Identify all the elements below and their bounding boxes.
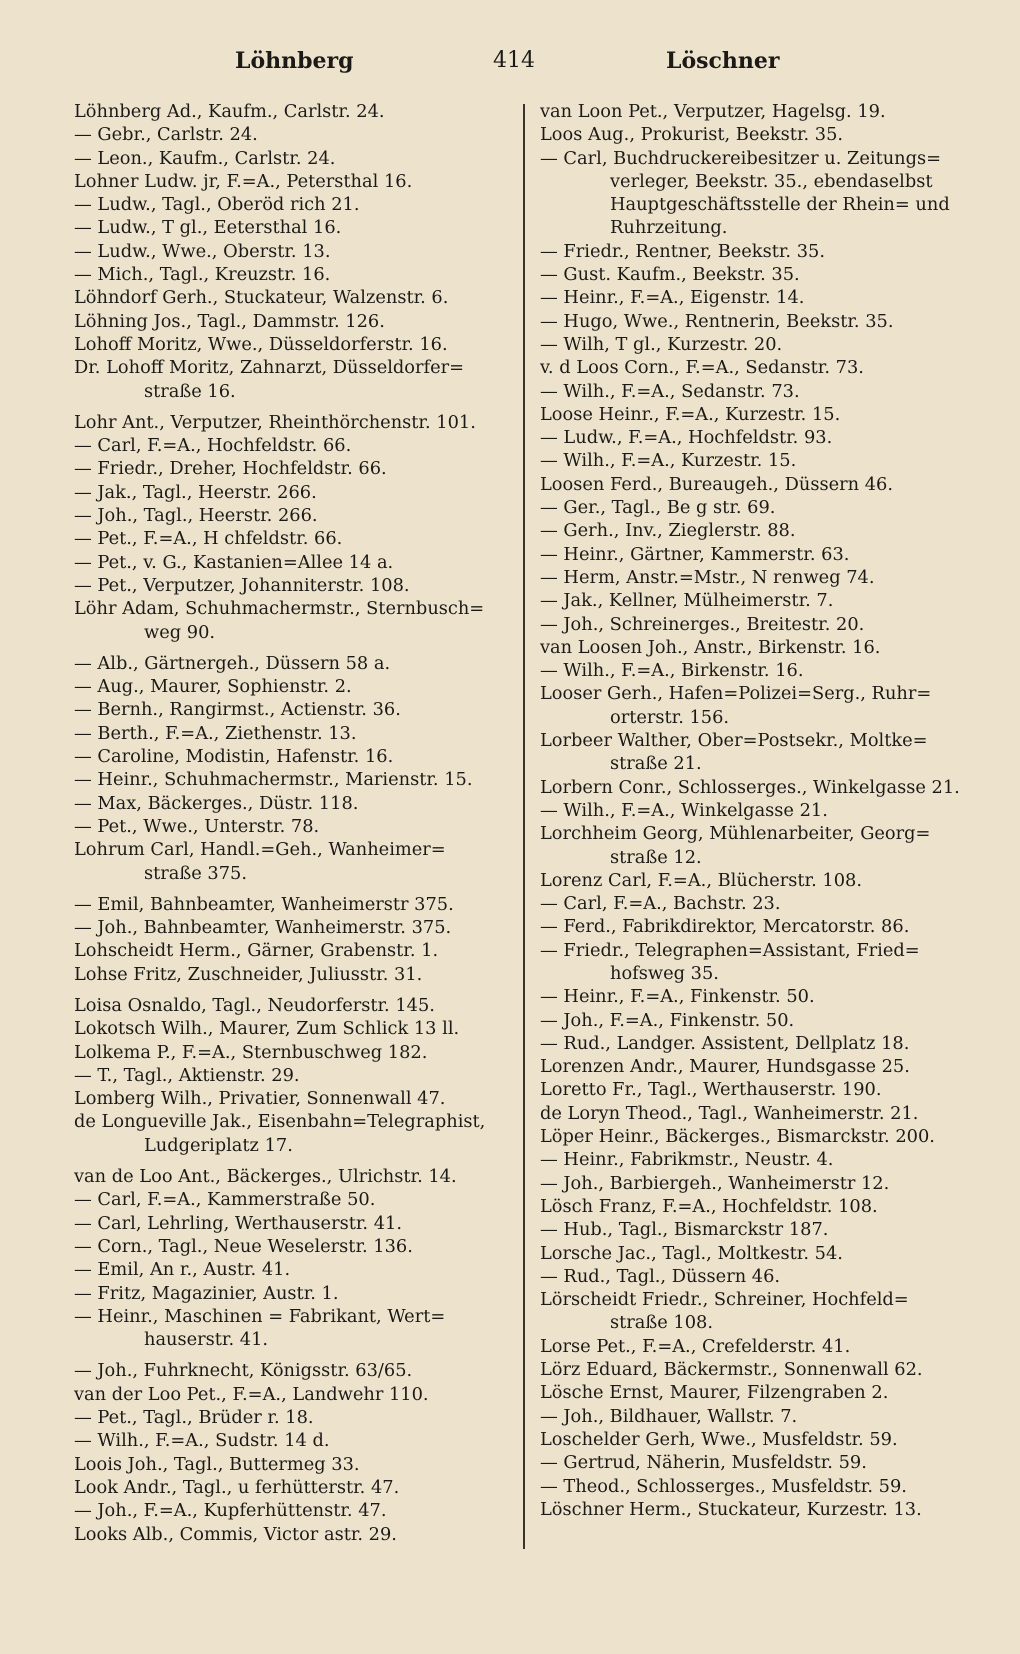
entry-line: — Wilh, T gl., Kurzestr. 20.	[540, 333, 783, 355]
directory-entry	[74, 286, 510, 309]
header-left-keyword: Löhnberg	[235, 48, 354, 74]
entry-continuation: Hauptgeschäftsstelle der Rhein= und	[610, 194, 950, 216]
directory-entry	[540, 1381, 980, 1404]
entry-line: Lösch Franz, F.=A., Hochfeldstr. 108.	[540, 1195, 878, 1217]
directory-entry	[74, 100, 510, 123]
entry-line: — Jak., Tagl., Heerstr. 266.	[74, 481, 317, 503]
directory-entry	[540, 1498, 980, 1521]
entry-line: — Friedr., Telegraphen=Assistant, Fried=	[540, 939, 920, 961]
entry-line: Loretto Fr., Tagl., Werthauserstr. 190.	[540, 1079, 882, 1101]
entry-line: Lorbern Conr., Schlosserges., Winkelgasse 21.	[540, 776, 960, 798]
entry-line: van Loon Pet., Verputzer, Hagelsg. 19.	[540, 101, 886, 122]
directory-entry	[540, 939, 980, 986]
entry-line: — Alb., Gärtnergeh., Düssern 58 a.	[74, 652, 391, 674]
entry-line: Lorsche Jac., Tagl., Moltkestr. 54.	[540, 1242, 843, 1264]
directory-entry	[540, 1125, 980, 1148]
entry-line: — Gerh., Inv., Zieglerstr. 88.	[540, 520, 796, 542]
entry-spacer	[74, 885, 510, 893]
directory-entry	[540, 1172, 980, 1195]
entry-line: Lorenz Carl, F.=A., Blücherstr. 108.	[540, 869, 862, 891]
entry-line: Lorenzen Andr., Maurer, Hundsgasse 25.	[540, 1056, 910, 1078]
entry-line: Löschner Herm., Stuckateur, Kurzestr. 13.	[540, 1498, 922, 1520]
directory-entry	[74, 1383, 510, 1406]
directory-entry	[74, 916, 510, 939]
entry-line: — Gust. Kaufm., Beekstr. 35.	[540, 264, 800, 286]
entry-line: — Max, Bäckerges., Düstr. 118.	[74, 792, 359, 814]
entry-line: Dr. Lohoff Moritz, Zahnarzt, Düsseldorfer=	[74, 357, 465, 379]
entry-line: — Theod., Schlosserges., Musfeldstr. 59.	[540, 1475, 907, 1497]
entry-continuation: hofsweg 35.	[610, 962, 719, 984]
entry-line: — Heinr., Gärtner, Kammerstr. 63.	[540, 543, 850, 565]
entry-line: Loisa Osnaldo, Tagl., Neudorferstr. 145.	[74, 994, 435, 1016]
entry-continuation: orterstr. 156.	[610, 706, 730, 728]
entry-line: — Joh., Tagl., Heerstr. 266.	[74, 505, 318, 527]
directory-entry	[74, 1087, 510, 1110]
directory-entry	[540, 147, 980, 240]
entry-line: — Jak., Kellner, Mülheimerstr. 7.	[540, 590, 834, 612]
entry-line: — Wilh., F.=A., Kurzestr. 15.	[540, 450, 797, 472]
directory-entry	[74, 745, 510, 768]
entry-line: — Ludw., Tagl., Oberöd rich 21.	[74, 194, 360, 216]
entry-line: — Aug., Maurer, Sophienstr. 2.	[74, 676, 352, 698]
entry-line: — Heinr., Maschinen = Fabrikant, Wert=	[74, 1305, 446, 1327]
directory-entry	[74, 838, 510, 885]
entry-line: — Heinr., Schuhmachermstr., Marienstr. 15.	[74, 769, 473, 791]
column-divider	[523, 104, 525, 1549]
directory-entry	[540, 729, 980, 776]
directory-entry	[540, 286, 980, 309]
directory-entry	[540, 776, 980, 799]
entry-line: — Joh., F.=A., Kupferhüttenstr. 47.	[74, 1500, 387, 1522]
directory-entry	[74, 1212, 510, 1235]
directory-entry	[540, 473, 980, 496]
directory-entry	[74, 1406, 510, 1429]
directory-entry	[74, 216, 510, 239]
entry-continuation: straße 21.	[610, 753, 702, 775]
directory-entry	[540, 566, 980, 589]
directory-entry	[540, 1148, 980, 1171]
entry-line: van der Loo Pet., F.=A., Landwehr 110.	[74, 1383, 429, 1405]
directory-entry	[540, 659, 980, 682]
entry-line: — Friedr., Dreher, Hochfeldstr. 66.	[74, 458, 387, 480]
entry-line: Lokotsch Wilh., Maurer, Zum Schlick 13 ll.	[74, 1018, 460, 1040]
entry-continuation: straße 12.	[610, 846, 702, 868]
entry-line: — Heinr., F.=A., Finkenstr. 50.	[540, 986, 815, 1008]
left-column	[74, 100, 510, 1546]
page-number: 414	[493, 48, 535, 73]
directory-entry	[74, 994, 510, 1017]
entry-line: — Heinr., Fabrikmstr., Neustr. 4.	[540, 1149, 834, 1171]
entry-line: v. d Loos Corn., F.=A., Sedanstr. 73.	[540, 357, 864, 379]
entry-line: Lorchheim Georg, Mühlenarbeiter, Georg=	[540, 823, 931, 845]
entry-line: — Ludw., F.=A., Hochfeldstr. 93.	[540, 427, 833, 449]
entry-line: — Rud., Landger. Assistent, Dellplatz 18.	[540, 1032, 910, 1054]
directory-entry	[540, 1265, 980, 1288]
entry-line: — Corn., Tagl., Neue Weselerstr. 136.	[74, 1235, 413, 1257]
header-right-keyword: Löschner	[666, 48, 780, 74]
entry-line: Löhning Jos., Tagl., Dammstr. 126.	[74, 310, 385, 332]
directory-entry	[74, 893, 510, 916]
directory-entry	[540, 1428, 980, 1451]
entry-line: — Joh., Fuhrknecht, Königsstr. 63/65.	[74, 1360, 413, 1382]
directory-entry	[540, 403, 980, 426]
right-column	[540, 100, 980, 1521]
entry-line: — Fritz, Magazinier, Austr. 1.	[74, 1282, 339, 1304]
entry-line: van de Loo Ant., Bäckerges., Ulrichstr. 14.	[74, 1166, 457, 1188]
entry-line: Lösche Ernst, Maurer, Filzengraben 2.	[540, 1382, 889, 1404]
entry-line: Lohse Fritz, Zuschneider, Juliusstr. 31.	[74, 963, 423, 985]
entry-line: Löhr Adam, Schuhmachermstr., Sternbusch=	[74, 598, 485, 620]
entry-line: — Pet., v. G., Kastanien=Allee 14 a.	[74, 551, 394, 573]
directory-entry	[540, 1451, 980, 1474]
entry-continuation: straße 375.	[144, 862, 248, 884]
directory-entry	[74, 1165, 510, 1188]
entry-line: — Emil, Bahnbeamter, Wanheimerstr 375.	[74, 893, 454, 915]
entry-line: — Pet., Wwe., Unterstr. 78.	[74, 815, 320, 837]
directory-entry	[74, 1110, 510, 1157]
directory-entry	[74, 1476, 510, 1499]
entry-line: Lörscheidt Friedr., Schreiner, Hochfeld=	[540, 1289, 909, 1311]
directory-entry	[540, 1405, 980, 1428]
directory-entry	[74, 310, 510, 333]
entry-line: Look Andr., Tagl., u ferhütterstr. 47.	[74, 1476, 400, 1498]
directory-entry	[74, 333, 510, 356]
directory-entry	[540, 1055, 980, 1078]
directory-entry	[74, 263, 510, 286]
directory-entry	[74, 170, 510, 193]
directory-entry	[74, 1064, 510, 1087]
entry-continuation: hauserstr. 41.	[144, 1329, 269, 1351]
entry-line: Loose Heinr., F.=A., Kurzestr. 15.	[540, 403, 841, 425]
directory-entry	[540, 426, 980, 449]
entry-line: — Joh., Barbiergeh., Wanheimerstr 12.	[540, 1172, 890, 1194]
directory-entry	[540, 682, 980, 729]
directory-entry	[74, 411, 510, 434]
entry-spacer	[74, 644, 510, 652]
entry-line: — Pet., Tagl., Brüder r. 18.	[74, 1407, 314, 1429]
entry-line: — Wilh., F.=A., Winkelgasse 21.	[540, 799, 828, 821]
entry-line: Loschelder Gerh, Wwe., Musfeldstr. 59.	[540, 1428, 898, 1450]
directory-entry	[540, 1475, 980, 1498]
entry-line: Loosen Ferd., Bureaugeh., Düssern 46.	[540, 473, 893, 495]
entry-line: — Carl, F.=A., Kammerstraße 50.	[74, 1189, 376, 1211]
directory-entry	[74, 1359, 510, 1382]
entry-line: Loos Aug., Prokurist, Beekstr. 35.	[540, 124, 844, 146]
entry-line: — Berth., F.=A., Ziethenstr. 13.	[74, 722, 357, 744]
directory-entry	[540, 1032, 980, 1055]
entry-line: — Carl, F.=A., Hochfeldstr. 66.	[74, 435, 352, 457]
directory-entry	[74, 652, 510, 675]
directory-entry	[74, 1282, 510, 1305]
directory-entry	[540, 380, 980, 403]
directory-entry	[74, 1305, 510, 1352]
directory-entry	[540, 822, 980, 869]
entry-line: — Joh., F.=A., Finkenstr. 50.	[540, 1009, 795, 1031]
entry-line: Lomberg Wilh., Privatier, Sonnenwall 47.	[74, 1088, 446, 1110]
entry-line: Lohr Ant., Verputzer, Rheinthörchenstr. 101.	[74, 411, 476, 433]
directory-entry	[540, 1242, 980, 1265]
entry-line: Lohoff Moritz, Wwe., Düsseldorferstr. 16.	[74, 333, 448, 355]
entry-line: — Wilh., F.=A., Sudstr. 14 d.	[74, 1430, 330, 1452]
directory-entry	[74, 356, 510, 403]
directory-entry	[540, 869, 980, 892]
directory-entry	[540, 1335, 980, 1358]
entry-line: — T., Tagl., Aktienstr. 29.	[74, 1064, 300, 1086]
directory-entry	[74, 792, 510, 815]
entry-line: — Leon., Kaufm., Carlstr. 24.	[74, 147, 336, 169]
entry-continuation: straße 16.	[144, 380, 236, 402]
entry-line: — Ludw., T gl., Eetersthal 16.	[74, 217, 342, 239]
directory-entry	[74, 675, 510, 698]
entry-line: — Joh., Bahnbeamter, Wanheimerstr. 375.	[74, 917, 452, 939]
directory-entry	[540, 985, 980, 1008]
directory-entry	[540, 1078, 980, 1101]
directory-entry	[540, 356, 980, 379]
directory-entry	[540, 263, 980, 286]
directory-entry	[540, 1288, 980, 1335]
directory-entry	[74, 1017, 510, 1040]
directory-entry	[540, 333, 980, 356]
entry-line: — Mich., Tagl., Kreuzstr. 16.	[74, 264, 331, 286]
directory-entry	[74, 193, 510, 216]
entry-line: — Wilh., F.=A., Sedanstr. 73.	[540, 380, 800, 402]
entry-line: Lohrum Carl, Handl.=Geh., Wanheimer=	[74, 839, 446, 861]
entry-line: Lolkema P., F.=A., Sternbuschweg 182.	[74, 1041, 428, 1063]
entry-spacer	[74, 986, 510, 994]
directory-entry	[540, 449, 980, 472]
directory-entry	[540, 123, 980, 146]
directory-entry	[540, 613, 980, 636]
directory-entry	[540, 1195, 980, 1218]
directory-entry	[74, 1523, 510, 1546]
directory-entry	[540, 915, 980, 938]
directory-entry	[74, 1429, 510, 1452]
entry-line: — Herm, Anstr.=Mstr., N renweg 74.	[540, 566, 875, 588]
entry-line: Lohscheidt Herm., Gärner, Grabenstr. 1.	[74, 940, 439, 962]
directory-entry	[74, 963, 510, 986]
directory-entry	[74, 240, 510, 263]
entry-line: Loois Joh., Tagl., Buttermeg 33.	[74, 1453, 360, 1475]
entry-line: — Joh., Schreinerges., Breitestr. 20.	[540, 613, 865, 635]
entry-line: — Carl, Buchdruckereibesitzer u. Zeitungs=	[540, 147, 942, 169]
entry-spacer	[74, 403, 510, 411]
entry-line: van Loosen Joh., Anstr., Birkenstr. 16.	[540, 636, 881, 658]
directory-entry	[540, 1218, 980, 1241]
directory-entry	[540, 589, 980, 612]
entry-continuation: Ruhrzeitung.	[610, 217, 728, 239]
entry-line: — Joh., Bildhauer, Wallstr. 7.	[540, 1405, 798, 1427]
entry-line: — Pet., Verputzer, Johanniterstr. 108.	[74, 574, 410, 596]
directory-entry	[540, 496, 980, 519]
directory-entry	[74, 1453, 510, 1476]
directory-entry	[74, 698, 510, 721]
entry-line: — Carl, Lehrling, Werthauserstr. 41.	[74, 1212, 402, 1234]
entry-line: Lörz Eduard, Bäckermstr., Sonnenwall 62.	[540, 1359, 923, 1381]
entry-line: — Caroline, Modistin, Hafenstr. 16.	[74, 746, 394, 768]
entry-line: Looser Gerh., Hafen=Polizei=Serg., Ruhr=	[540, 683, 932, 705]
entry-continuation: weg 90.	[144, 621, 216, 643]
entry-continuation: verleger, Beekstr. 35., ebendaselbst	[610, 170, 933, 192]
entry-line: — Emil, An r., Austr. 41.	[74, 1259, 291, 1281]
entry-spacer	[74, 1351, 510, 1359]
entry-line: — Ferd., Fabrikdirektor, Mercatorstr. 86.	[540, 916, 910, 938]
entry-line: Löhndorf Gerh., Stuckateur, Walzenstr. 6.	[74, 287, 449, 309]
directory-entry	[74, 1188, 510, 1211]
entry-line: — Gertrud, Näherin, Musfeldstr. 59.	[540, 1452, 867, 1474]
directory-entry	[74, 815, 510, 838]
entry-line: de Loryn Theod., Tagl., Wanheimerstr. 21.	[540, 1102, 919, 1124]
entry-line: — Ger., Tagl., Be g str. 69.	[540, 497, 776, 519]
directory-entry	[74, 551, 510, 574]
entry-line: — Wilh., F.=A., Birkenstr. 16.	[540, 660, 804, 682]
directory-entry	[74, 457, 510, 480]
entry-line: Löper Heinr., Bäckerges., Bismarckstr. 200.	[540, 1126, 935, 1148]
entry-line: — Hugo, Wwe., Rentnerin, Beekstr. 35.	[540, 310, 894, 332]
directory-entry	[540, 892, 980, 915]
entry-line: de Longueville Jak., Eisenbahn=Telegraphist,	[74, 1111, 486, 1133]
entry-line: — Ludw., Wwe., Oberstr. 13.	[74, 240, 331, 262]
entry-continuation: Ludgeriplatz 17.	[144, 1134, 293, 1156]
directory-entry	[74, 147, 510, 170]
directory-entry	[74, 768, 510, 791]
directory-entry	[74, 1235, 510, 1258]
entry-line: — Gebr., Carlstr. 24.	[74, 124, 258, 146]
directory-entry	[540, 240, 980, 263]
entry-line: — Heinr., F.=A., Eigenstr. 14.	[540, 287, 805, 309]
directory-entry	[74, 1499, 510, 1522]
directory-entry	[540, 636, 980, 659]
entry-line: — Friedr., Rentner, Beekstr. 35.	[540, 240, 825, 262]
entry-line: Lorbeer Walther, Ober=Postsekr., Moltke=	[540, 730, 928, 752]
directory-entry	[74, 527, 510, 550]
directory-entry	[540, 799, 980, 822]
directory-entry	[540, 100, 980, 123]
directory-entry	[74, 574, 510, 597]
directory-entry	[540, 1009, 980, 1032]
directory-entry	[540, 543, 980, 566]
directory-entry	[74, 1258, 510, 1281]
directory-entry	[74, 939, 510, 962]
directory-entry	[540, 310, 980, 333]
directory-entry	[74, 1041, 510, 1064]
entry-line: Lorse Pet., F.=A., Crefelderstr. 41.	[540, 1335, 851, 1357]
page-header	[60, 48, 980, 84]
entry-line: — Hub., Tagl., Bismarckstr 187.	[540, 1219, 829, 1241]
directory-entry	[540, 519, 980, 542]
directory-entry	[540, 1358, 980, 1381]
entry-line: — Carl, F.=A., Bachstr. 23.	[540, 893, 781, 915]
entry-line: — Rud., Tagl., Düssern 46.	[540, 1265, 781, 1287]
directory-entry	[74, 481, 510, 504]
entry-line: Löhnberg Ad., Kaufm., Carlstr. 24.	[74, 101, 385, 122]
entry-spacer	[74, 1157, 510, 1165]
entry-continuation: straße 108.	[610, 1312, 714, 1334]
directory-entry	[74, 597, 510, 644]
directory-entry	[74, 504, 510, 527]
directory-entry	[74, 722, 510, 745]
entry-line: Looks Alb., Commis, Victor astr. 29.	[74, 1523, 397, 1545]
directory-entry	[74, 434, 510, 457]
entry-line: — Pet., F.=A., H chfeldstr. 66.	[74, 528, 343, 550]
entry-line: Lohner Ludw. jr, F.=A., Petersthal 16.	[74, 170, 413, 192]
directory-entry	[540, 1102, 980, 1125]
directory-entry	[74, 123, 510, 146]
entry-line: — Bernh., Rangirmst., Actienstr. 36.	[74, 699, 401, 721]
